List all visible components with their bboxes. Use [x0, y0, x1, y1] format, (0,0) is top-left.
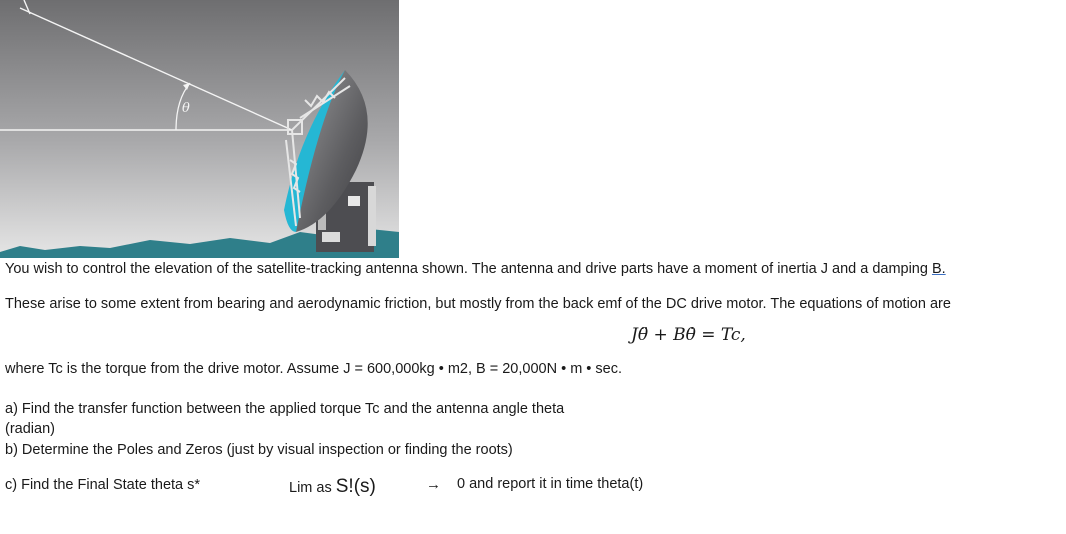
theta-label: θ: [182, 101, 190, 116]
part-b: b) Determine the Poles and Zeros (just by visual inspection or finding the roots): [5, 442, 513, 458]
limit-prefix: Lim as: [289, 480, 336, 496]
part-c: c) Find the Final State theta s*: [5, 477, 201, 493]
limit-function: S!(s): [335, 476, 376, 497]
part-a-continuation: (radian): [5, 421, 55, 437]
arrow-icon: →: [426, 476, 441, 493]
friction-explanation-line: These arise to some extent from bearing and aerodynamic friction, but mostly from the back emf of the DC drive motor. The equations of motion are: [5, 296, 951, 312]
problem-intro-line: [5, 261, 946, 277]
damping-link[interactable]: B.: [931, 261, 946, 277]
problem-intro-text: You wish to control the elevation of the satellite-tracking antenna shown. The antenna and drive parts have a moment of inertia J and a damping: [5, 261, 932, 277]
antenna-figure: [0, 0, 399, 258]
equation-of-motion: Jθ̈ + Bθ̇ = Tc,: [631, 325, 746, 345]
limit-suffix: 0 and report it in time theta(t): [457, 476, 644, 492]
assumptions-line: where Tc is the torque from the drive motor. Assume J = 600,000kg • m2, B = 20,000N • m • sec.: [5, 361, 623, 377]
limit-expression: [289, 476, 376, 498]
part-a: a) Find the transfer function between the applied torque Tc and the antenna angle theta: [5, 401, 565, 417]
